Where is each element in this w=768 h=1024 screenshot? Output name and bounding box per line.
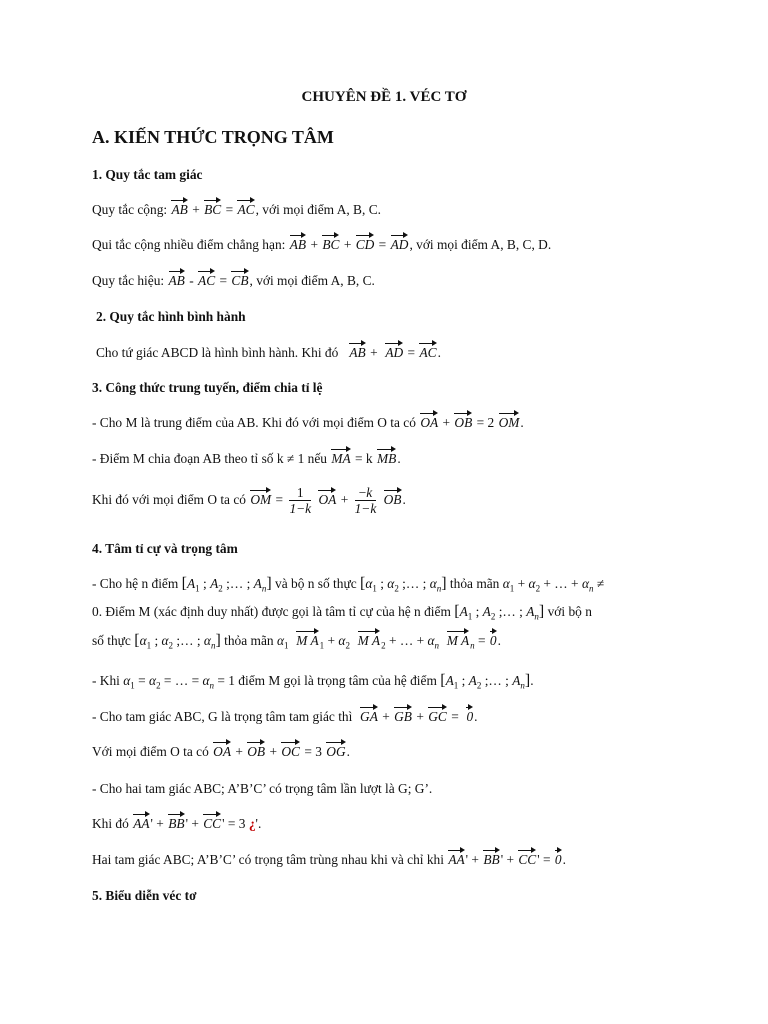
barycenter-line-3: số thực [$\alpha_1$ ; $\alpha_2$ ;… ; $\alpha_n$] thỏa mãn $\alpha_1$ M $A_1 + \alpha_2$ M $A_2$ + … + $\alpha_n$ M $A_n = 0$. — [92, 632, 501, 651]
addition-rule: Quy tắc cộng: AB + BC = AC, với mọi điểm A, B, C. — [92, 202, 381, 217]
section-4-heading: 4. Tâm tỉ cự và trọng tâm — [92, 541, 238, 556]
section-3-heading: 3. Công thức trung tuyến, điểm chia tỉ lệ — [92, 380, 323, 395]
two-triangles-statement: - Cho hai tam giác ABC; A’B’C’ có trọng tâm lần lượt là G; G’. — [92, 781, 433, 796]
parallelogram-rule: Cho tứ giác ABCD là hình bình hành. Khi đó AB + AD = AC. — [96, 345, 441, 360]
section-5-heading: 5. Biểu diễn véc tơ — [92, 888, 197, 903]
section-a-heading: A. KIẾN THỨC TRỌNG TÂM — [92, 127, 334, 147]
barycenter-line-2: 0. Điểm M (xác định duy nhất) được gọi là tâm tỉ cự của hệ n điểm [$A_1$ ; $A_2$ ;… ; $A_n$] với bộ n — [92, 603, 592, 622]
multi-point-rule: Qui tắc cộng nhiều điểm chẳng hạn: AB + BC + CD = AD, với mọi điểm A, B, C, D. — [92, 237, 552, 252]
ratio-division-condition: - Điểm M chia đoạn AB theo tỉ số k ≠ 1 nếu MA = k MB. — [92, 451, 401, 466]
centroid-of-system: - Khi $\alpha_1 = \alpha_2$ = … = $\alpha_n = 1$ điểm M gọi là trọng tâm của hệ điểm [$A_1$ ; $A_2$ ;… ; $A_n$]. — [92, 672, 534, 691]
triangle-centroid: - Cho tam giác ABC, G là trọng tâm tam giác thì GA + GB + GC = 0. — [92, 709, 478, 724]
coincident-centroids: Hai tam giác ABC; A’B’C’ có trọng tâm trùng nhau khi và chỉ khi AA' + BB' + CC' = 0. — [92, 852, 566, 867]
centroid-formula: Với mọi điểm O ta có OA + OB + OC = 3 OG. — [92, 744, 350, 759]
barycenter-line-1: - Cho hệ n điểm [$A_1$ ; $A_2$ ;… ; $A_n$] và bộ n số thực [$\alpha_1$ ; $\alpha_2$ ;… ; $\alpha_n$] thỏa mãn $\alpha_1 + \alpha_2$ + … + $\alpha_n$ ≠ — [92, 575, 605, 594]
section-1-heading: 1. Quy tắc tam giác — [92, 167, 203, 182]
midpoint-formula: - Cho M là trung điểm của AB. Khi đó với mọi điểm O ta có OA + OB = 2 OM. — [92, 415, 524, 430]
section-2-heading: 2. Quy tắc hình bình hành — [96, 309, 246, 324]
document-title: CHUYÊN ĐỀ 1. VÉC TƠ — [301, 89, 467, 105]
subtraction-rule: Quy tắc hiệu: AB - AC = CB, với mọi điểm A, B, C. — [92, 273, 375, 288]
two-triangles-formula: Khi đó AA' + BB' + CC' = 3 ¿'. — [92, 816, 262, 831]
ratio-division-formula: Khi đó với mọi điểm O ta có OM = $\frac{1}{1-k}$ OA + $\frac{-k}{1-k}$ OB. — [92, 485, 406, 517]
